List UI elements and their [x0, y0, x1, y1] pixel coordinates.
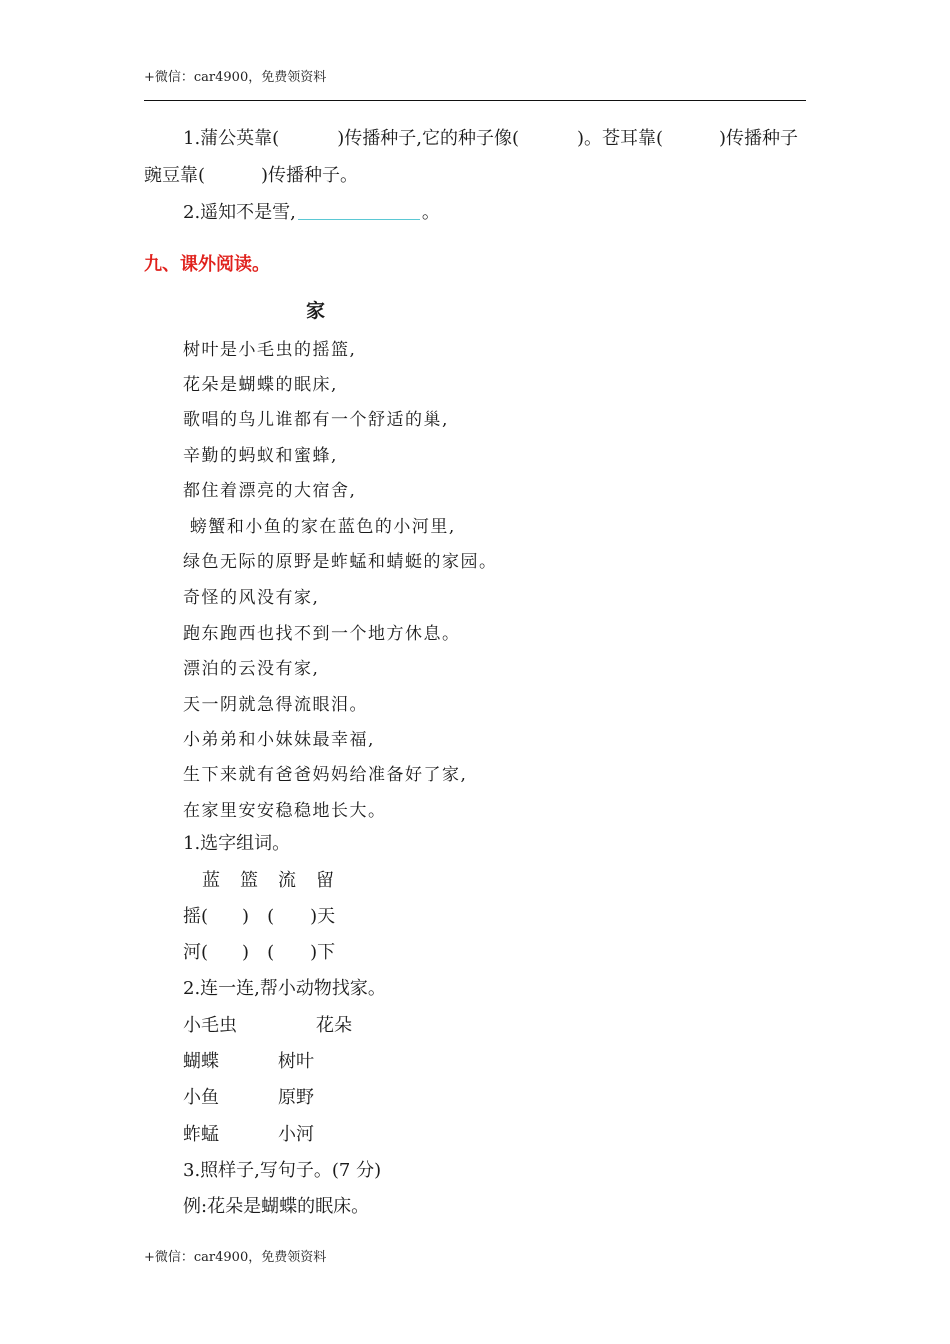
answer-blank[interactable] [663, 126, 719, 144]
poem-line: 跑东跑西也找不到一个地方休息。 [183, 624, 461, 644]
match-left-item[interactable]: 小鱼 [183, 1087, 219, 1108]
poem-line: 在家里安安稳稳地长大。 [183, 801, 387, 821]
row1-a: 摇( [183, 906, 209, 927]
poem-line: 树叶是小毛虫的摇篮, [183, 340, 357, 360]
question-1-title: 1.选字组词。 [183, 833, 291, 854]
question-3-example: 例:花朵是蝴蝶的眠床。 [183, 1196, 370, 1217]
match-right-item[interactable]: 小河 [278, 1124, 314, 1145]
q1-text-f: )传播种子。 [261, 165, 359, 186]
answer-blank[interactable] [208, 904, 242, 922]
match-right-item[interactable]: 原野 [278, 1087, 314, 1108]
q1-text-a: 1.蒲公英靠( [183, 128, 280, 149]
answer-blank[interactable] [279, 126, 337, 144]
poem-line: 小弟弟和小妹妹最幸福, [183, 730, 375, 750]
header-divider [144, 100, 806, 101]
row1-b: ) [242, 906, 250, 927]
fill-question-2 [183, 198, 440, 224]
row2-d: )下 [310, 942, 336, 963]
poem-line: 奇怪的风没有家, [183, 588, 320, 608]
poem-title: 家 [306, 300, 326, 322]
footer-note: +微信：car4900，免费领资料 [144, 1250, 327, 1265]
word-row-1 [183, 902, 335, 928]
q2-text-b: 。 [421, 202, 440, 223]
row2-c: ( [267, 942, 275, 963]
header-note: +微信：car4900，免费领资料 [144, 70, 327, 85]
option-char: 流 [278, 870, 296, 891]
fill-question-1-line-1 [183, 124, 798, 150]
option-char: 留 [316, 870, 334, 891]
word-row-2 [183, 938, 335, 964]
poem-line: 歌唱的鸟儿谁都有一个舒适的巢, [183, 410, 449, 430]
match-left-item[interactable]: 蚱蜢 [183, 1124, 219, 1145]
q1-text-d: )传播种子 [719, 128, 799, 149]
match-right-item[interactable]: 树叶 [278, 1051, 314, 1072]
row1-d: )天 [310, 906, 336, 927]
match-right-item[interactable]: 花朵 [316, 1015, 352, 1036]
section-title: 九、课外阅读。 [144, 254, 270, 275]
answer-blank[interactable] [208, 940, 242, 958]
answer-blank[interactable] [205, 163, 261, 181]
answer-blank[interactable] [519, 126, 577, 144]
poem-line: 螃蟹和小鱼的家在蓝色的小河里, [183, 517, 456, 537]
row2-a: 河( [183, 942, 209, 963]
question-3-title: 3.照样子,写句子。(7 分) [183, 1160, 382, 1181]
poem-line: 绿色无际的原野是蚱蜢和蜻蜓的家园。 [183, 552, 498, 572]
poem-line: 生下来就有爸爸妈妈给准备好了家, [183, 765, 468, 785]
poem-line: 天一阴就急得流眼泪。 [183, 695, 368, 715]
question-2-title: 2.连一连,帮小动物找家。 [183, 978, 386, 999]
poem-line: 辛勤的蚂蚁和蜜蜂, [183, 446, 338, 466]
option-char: 篮 [240, 870, 258, 891]
q1-text-e: 豌豆靠( [144, 165, 206, 186]
q1-text-b: )传播种子,它的种子像( [337, 128, 519, 149]
answer-underline[interactable] [298, 218, 420, 220]
fill-question-1-line-2 [144, 161, 358, 187]
q1-text-c: )。苍耳靠( [576, 128, 664, 149]
option-char: 蓝 [202, 870, 220, 891]
row1-c: ( [267, 906, 275, 927]
row2-b: ) [242, 942, 250, 963]
q2-text-a: 2.遥知不是雪, [183, 202, 296, 223]
answer-blank[interactable] [274, 904, 310, 922]
match-left-item[interactable]: 蝴蝶 [183, 1051, 219, 1072]
poem-line: 都住着漂亮的大宿舍, [183, 481, 357, 501]
answer-blank[interactable] [274, 940, 310, 958]
poem-line: 花朵是蝴蝶的眠床, [183, 375, 338, 395]
match-left-item[interactable]: 小毛虫 [183, 1015, 237, 1036]
poem-line: 漂泊的云没有家, [183, 659, 320, 679]
